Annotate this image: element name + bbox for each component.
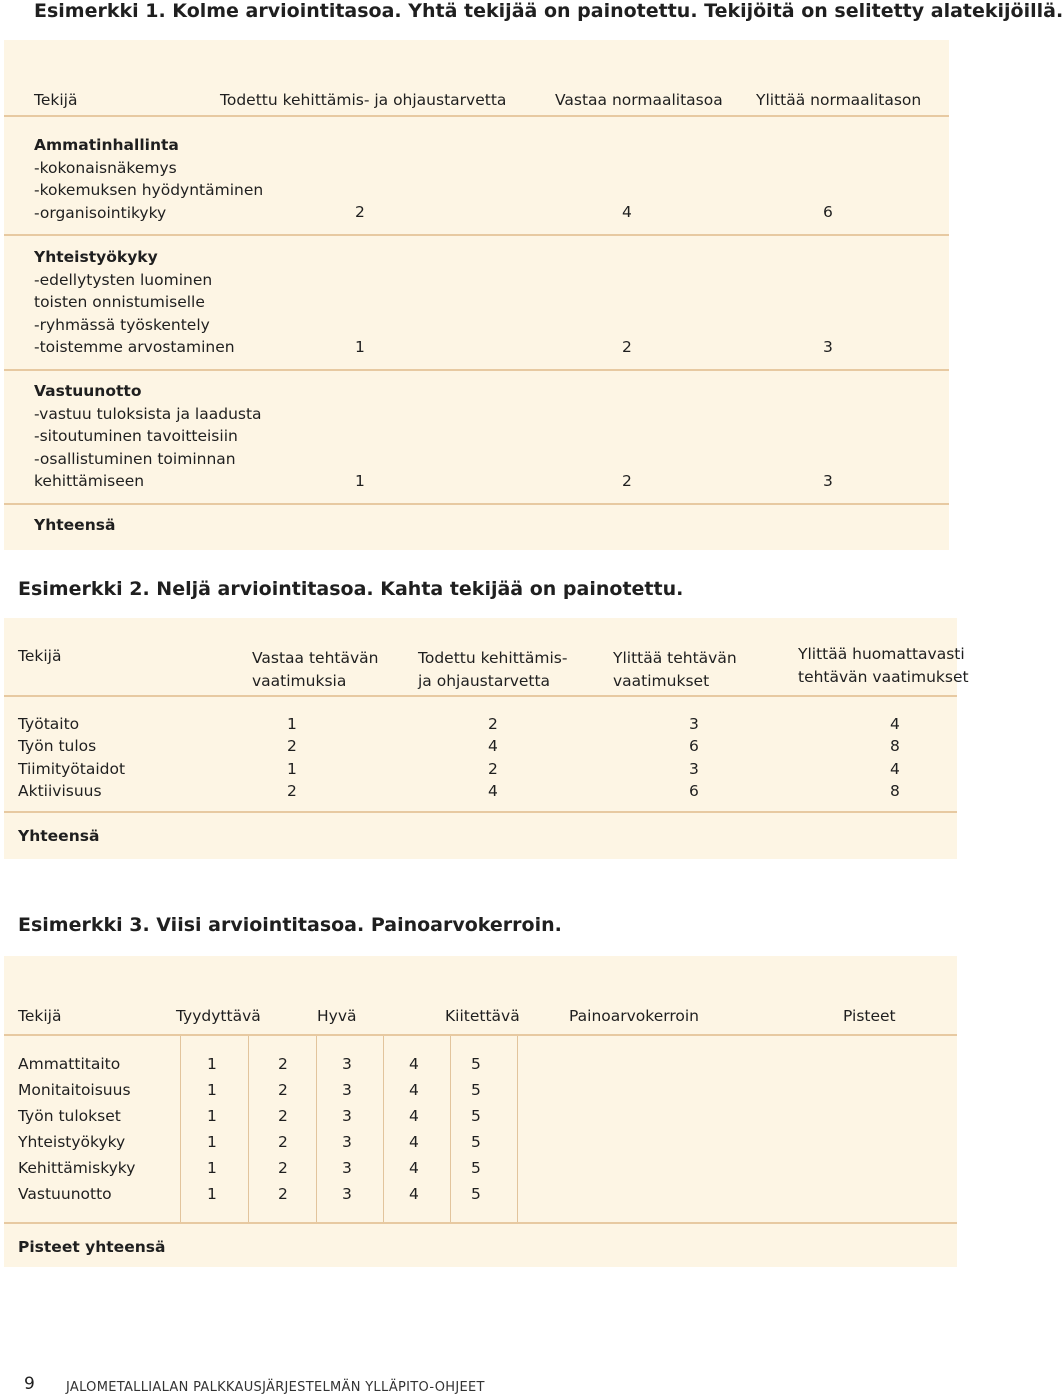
example2-row-label: Tiimityötaidot — [18, 760, 126, 778]
example3-column-divider — [517, 1036, 518, 1222]
example1-table — [4, 40, 949, 550]
example1-heading: Esimerkki 1. Kolme arviointitasoa. Yhtä tekijää on painotettu. Tekijöitä on selitetty alatekijöillä. — [34, 0, 1063, 22]
example3-header-excellent: Kiitettävä — [445, 1007, 520, 1025]
example2-header-rule — [4, 695, 957, 697]
example2-header-meets: Vastaa tehtävän vaatimuksia — [252, 649, 379, 690]
example3-row-value: 2 — [278, 1185, 288, 1203]
example1-row-value: 2 — [622, 338, 632, 356]
example2-header-exceeds: Ylittää tehtävän vaatimukset — [613, 649, 737, 690]
example2-row-label: Aktiivisuus — [18, 782, 102, 800]
example3-header-rule — [4, 1034, 957, 1036]
example3-row-label: Ammattitaito — [18, 1055, 121, 1073]
example1-total-label: Yhteensä — [34, 516, 116, 534]
example1-row-value: 2 — [622, 472, 632, 490]
example1-row-value: 2 — [355, 203, 365, 221]
example3-row-value: 1 — [207, 1159, 217, 1177]
example2-row-value: 3 — [689, 760, 699, 778]
example2-row-value: 2 — [287, 737, 297, 755]
example3-row-value: 4 — [409, 1185, 419, 1203]
example3-row-value: 3 — [342, 1081, 352, 1099]
example2-total-rule — [4, 811, 957, 813]
example3-row-value: 1 — [207, 1081, 217, 1099]
example2-row-value: 8 — [890, 737, 900, 755]
example2-row-label: Työn tulos — [18, 737, 97, 755]
example2-row-value: 1 — [287, 760, 297, 778]
example3-row-value: 3 — [342, 1107, 352, 1125]
example3-row-value: 5 — [471, 1185, 481, 1203]
example2-header-exceeds-significantly: Ylittää huomattavasti tehtävän vaatimukset — [798, 645, 969, 686]
example3-column-divider — [316, 1036, 317, 1222]
example3-row-value: 2 — [278, 1133, 288, 1151]
example3-row-label: Kehittämiskyky — [18, 1159, 136, 1177]
example3-row-label: Monitaitoisuus — [18, 1081, 131, 1099]
example1-row-value: 1 — [355, 472, 365, 490]
example3-row-value: 4 — [409, 1081, 419, 1099]
example3-row-value: 3 — [342, 1133, 352, 1151]
example1-row-rule — [4, 234, 949, 236]
example2-table — [4, 618, 969, 859]
example2-heading: Esimerkki 2. Neljä arviointitasoa. Kahta tekijää on painotettu. — [18, 578, 684, 600]
example3-total-rule — [4, 1222, 957, 1224]
example3-row-value: 1 — [207, 1185, 217, 1203]
example1-row-value: 3 — [823, 472, 833, 490]
example3-row-value: 3 — [342, 1159, 352, 1177]
example2-row-value: 6 — [689, 737, 699, 755]
example1-row-value: 6 — [823, 203, 833, 221]
example2-row-value: 4 — [488, 737, 498, 755]
example2-row-value: 3 — [689, 715, 699, 733]
example3-total-label: Pisteet yhteensä — [18, 1238, 166, 1256]
example2-row-value: 2 — [488, 760, 498, 778]
example2-row-label: Työtaito — [18, 715, 80, 733]
example1-header-needs-development: Todettu kehittämis- ja ohjaustarvetta — [220, 91, 507, 109]
example1-header-factor: Tekijä — [34, 91, 78, 109]
example3-row-value: 3 — [342, 1185, 352, 1203]
example3-header-points: Pisteet — [843, 1007, 896, 1025]
example2-row-value: 6 — [689, 782, 699, 800]
example2-row-value: 8 — [890, 782, 900, 800]
example1-header-meets-normal: Vastaa normaalitasoa — [555, 91, 723, 109]
example1-row-value: 3 — [823, 338, 833, 356]
example2-row-value: 4 — [890, 715, 900, 733]
example3-header-satisfactory: Tyydyttävä — [176, 1007, 261, 1025]
example3-column-divider — [450, 1036, 451, 1222]
example2-row-value: 1 — [287, 715, 297, 733]
example2-row-value: 2 — [287, 782, 297, 800]
example1-row-factor: Yhteistyökyky -edellytysten luominen toisten onnistumiselle -ryhmässä työskentely -toistemme arvostaminen — [34, 248, 235, 356]
example3-column-divider — [180, 1036, 181, 1222]
example3-row-value: 4 — [409, 1055, 419, 1073]
example3-row-label: Työn tulokset — [18, 1107, 121, 1125]
example3-row-value: 1 — [207, 1133, 217, 1151]
example3-row-label: Vastuunotto — [18, 1185, 112, 1203]
footer-title: JALOMETALLIALAN PALKKAUSJÄRJESTELMÄN YLLÄPITO-OHJEET — [66, 1380, 485, 1395]
example3-row-value: 2 — [278, 1107, 288, 1125]
example1-row-factor: Vastuunotto -vastuu tuloksista ja laadusta -sitoutuminen tavoitteisiin -osallistuminen toiminnan kehittämiseen — [34, 382, 262, 490]
example3-row-value: 2 — [278, 1081, 288, 1099]
example2-total-label: Yhteensä — [18, 827, 100, 845]
example3-row-value: 5 — [471, 1081, 481, 1099]
example3-row-value: 3 — [342, 1055, 352, 1073]
example1-row-value: 4 — [622, 203, 632, 221]
example3-row-value: 1 — [207, 1055, 217, 1073]
example3-row-value: 1 — [207, 1107, 217, 1125]
example3-row-value: 5 — [471, 1133, 481, 1151]
example3-row-value: 4 — [409, 1159, 419, 1177]
example2-row-value: 4 — [488, 782, 498, 800]
example3-row-value: 5 — [471, 1055, 481, 1073]
example3-row-value: 2 — [278, 1055, 288, 1073]
example1-row-rule — [4, 503, 949, 505]
example3-header-good: Hyvä — [317, 1007, 357, 1025]
example1-header-exceeds-normal: Ylittää normaalitason — [756, 91, 922, 109]
example1-row-factor: Ammatinhallinta -kokonaisnäkemys -kokemuksen hyödyntäminen -organisointikyky — [34, 136, 264, 222]
example3-header-weight: Painoarvokerroin — [569, 1007, 699, 1025]
example3-row-value: 4 — [409, 1133, 419, 1151]
example2-header-factor: Tekijä — [18, 647, 62, 665]
example2-row-value: 4 — [890, 760, 900, 778]
example3-table — [4, 956, 957, 1267]
example3-header-factor: Tekijä — [18, 1007, 62, 1025]
example3-column-divider — [383, 1036, 384, 1222]
example1-header-rule — [4, 115, 949, 117]
example3-row-value: 5 — [471, 1107, 481, 1125]
example3-row-label: Yhteistyökyky — [18, 1133, 126, 1151]
example2-row-value: 2 — [488, 715, 498, 733]
example3-row-value: 2 — [278, 1159, 288, 1177]
example1-row-rule — [4, 369, 949, 371]
page-number: 9 — [24, 1374, 35, 1394]
example3-row-value: 4 — [409, 1107, 419, 1125]
example3-row-value: 5 — [471, 1159, 481, 1177]
example1-row-value: 1 — [355, 338, 365, 356]
example2-header-needs-development: Todettu kehittämis- ja ohjaustarvetta — [418, 649, 568, 690]
example3-column-divider — [248, 1036, 249, 1222]
example3-heading: Esimerkki 3. Viisi arviointitasoa. Painoarvokerroin. — [18, 914, 562, 936]
